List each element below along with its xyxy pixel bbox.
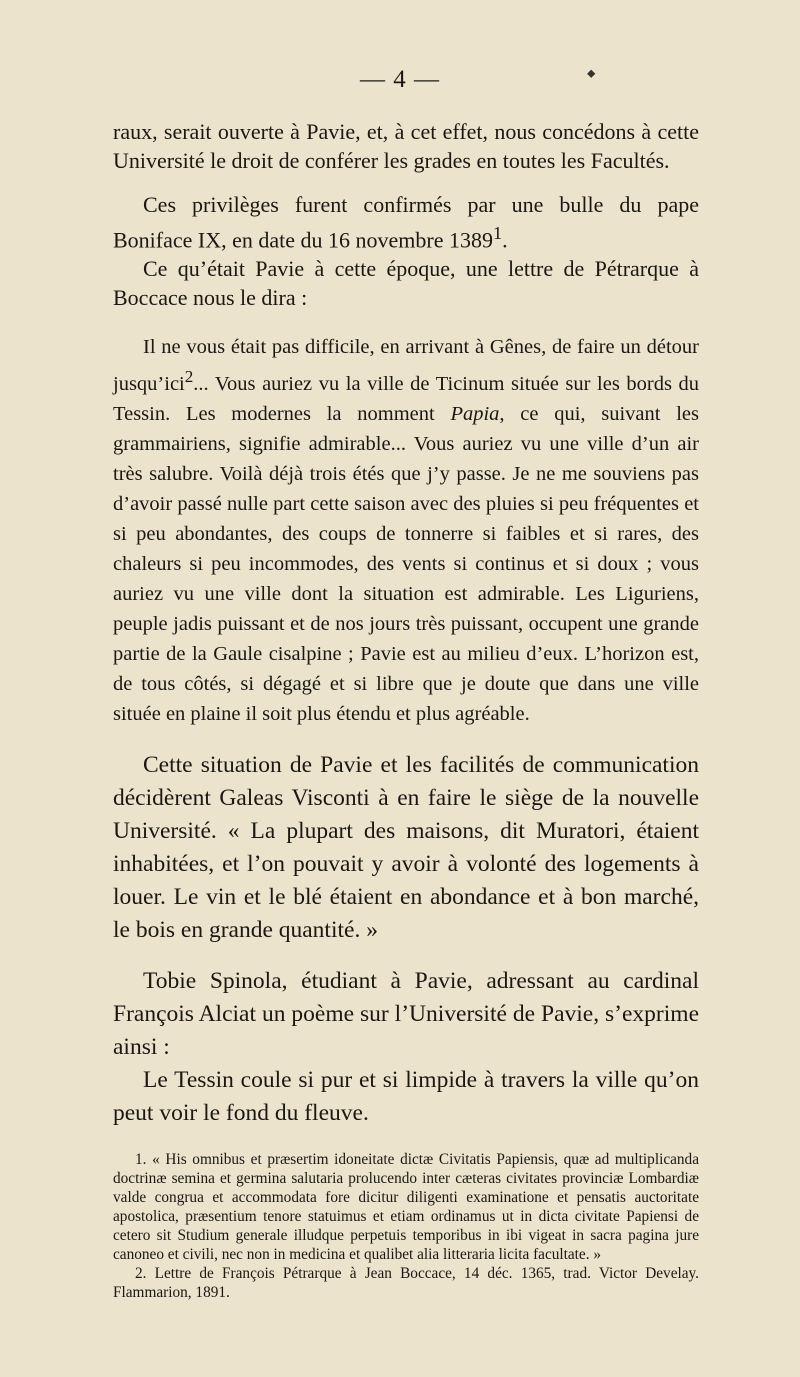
quote-part-2: ... Vous auriez vu la ville de Ticinum située sur les bords du Tessin. Les modernes la nomment bbox=[113, 373, 699, 426]
page-body bbox=[113, 117, 699, 1302]
footnote-ref-1[interactable]: 1 bbox=[493, 223, 503, 243]
footnote-2: 2. Lettre de François Pétrarque à Jean Boccace, 14 déc. 1365, trad. Victor Develay. Flammarion, 1891. bbox=[113, 1265, 699, 1302]
footnote-1: 1. « His omnibus et præsertim idoneitate dictæ Civitatis Papiensis, quæ ad multiplicanda doctrinæ semina et germina salutaria prolucendo inter cæteras civitates provinciæ Lombardiæ valde congrua et accommodata fore dicitur diligenti examinatione et pensatis auctoritate apostolica, præsentium tenore statuimus et etiam ordinamus ut in dicta civitate Papiensi de cetero sit Studium generale illudque perpetuis temporibus in ibi vigeat in sacra pagina jure canoneo et civili, nec non in medicina et qualibet alia litteraria licita facultate. » bbox=[113, 1151, 699, 1264]
paragraph-2: Ces privilèges furent confirmés par une bulle du pape Boniface IX, en date du 16 novembre 1389$^1$. bbox=[113, 192, 699, 253]
paragraph-3: Ce qu’était Pavie à cette époque, une lettre de Pétrarque à Boccace nous le dira : bbox=[113, 256, 699, 311]
paragraph-tessin: Le Tessin coule si pur et si limpide à travers la ville qu’on peut voir le fond du fleuve. bbox=[113, 1067, 699, 1127]
petrarch-quote bbox=[113, 332, 699, 729]
paragraph-1: raux, serait ouverte à Pavie, et, à cet effet, nous concédons à cette Université le droit de conférer les grades en toutes les Facultés. bbox=[113, 119, 699, 173]
quote-part-1: Il ne vous était pas difficile, en arrivant à Gênes, de faire un détour jusqu’ici bbox=[113, 336, 699, 396]
quote-part-3: , ce qui, suivant les grammairiens, signifie admirable... Vous auriez vu une ville d’un air très salubre. Voilà déjà trois étés que j’y passe. Je ne me souviens pas d’avoir passé nulle part cette saison avec des pluies si peu fréquentes et si peu abondantes, des coups de tonnerre si faibles et si rares, des chaleurs si peu incommodes, des vents si continus et si doux ; vous auriez vu une ville dont la situation est admirable. Les Liguriens, peuple jadis puissant et de nos jours très puissant, occupent une grande partie de la Gaule cisalpine ; Pavie est au milieu d’eux. L’horizon est, de tous côtés, si dégagé et si libre que je doute que dans une ville située en plaine il soit plus étendu et plus agréable. bbox=[113, 403, 699, 726]
paragraph-2-text: Ces privilèges furent confirmés par une bulle du pape Boniface IX, en date du 16 novembre 1389 bbox=[113, 192, 699, 253]
page-number: — 4 — bbox=[360, 66, 440, 93]
paragraph-spinola: Tobie Spinola, étudiant à Pavie, adressant au cardinal François Alciat un poème sur l’Université de Pavie, s’exprime ainsi : bbox=[113, 968, 699, 1061]
quote-italic-papia: Papia bbox=[450, 403, 500, 426]
footnote-ref-2[interactable]: 2 bbox=[184, 367, 194, 387]
corner-mark-icon: ⬥ bbox=[587, 66, 596, 80]
paragraph-visconti: Cette situation de Pavie et les facilités de communication décidèrent Galeas Visconti à en faire le siège de la nouvelle Université. « La plupart des maisons, dit Muratori, étaient inhabitées, et l’on pouvait y avoir à volonté des logements à louer. Le vin et le blé étaient en abondance et à bon marché, le bois en grande quantité. » bbox=[113, 752, 699, 944]
